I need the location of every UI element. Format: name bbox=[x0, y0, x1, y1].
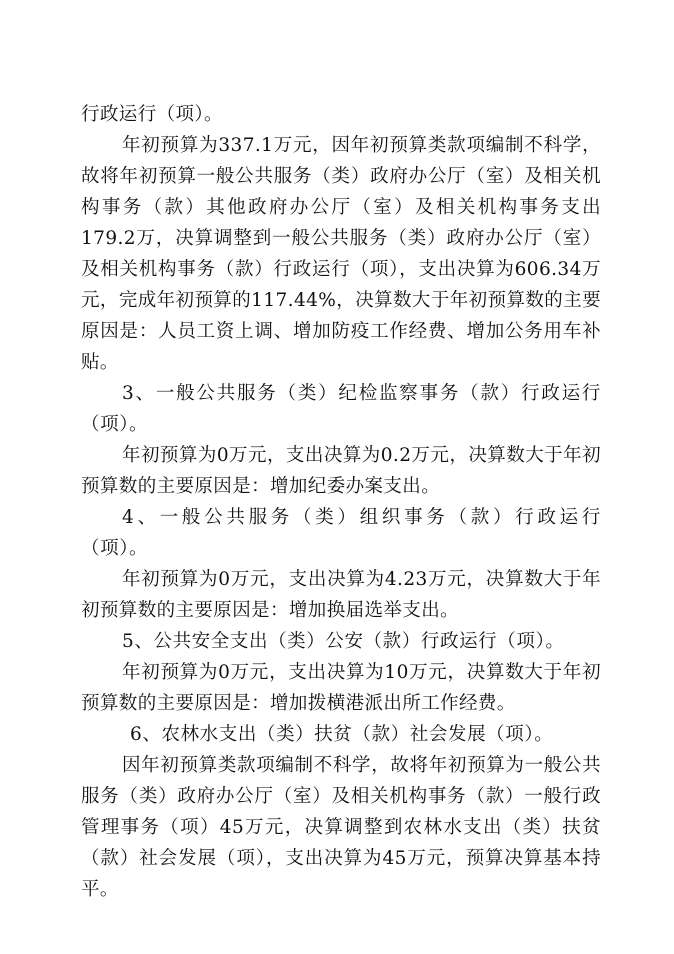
paragraph-item-4-detail: 年初预算为0万元，支出决算为4.23万元，决算数大于年初预算数的主要原因是：增加换届选举支出。 bbox=[81, 569, 601, 621]
paragraph-item-5-detail: 年初预算为0万元，支出决算为10万元，决算数大于年初预算数的主要原因是：增加拨横港派出所工作经费。 bbox=[81, 662, 601, 714]
paragraph-continuation: 行政运行（项）。 bbox=[81, 104, 223, 125]
paragraph-item-6-detail: 因年初预算类款项编制不科学，故将年初预算为一般公共服务（类）政府办公厅（室）及相关机构事务（款）一般行政管理事务（项）45万元，决算调整到农林水支出（类）扶贫（款）社会发展（项），支出决算为45万元，预算决算基本持平。 bbox=[81, 755, 601, 900]
document-body bbox=[81, 99, 601, 905]
heading-item-3: 3、一般公共服务（类）纪检监察事务（款）行政运行（项）。 bbox=[81, 383, 601, 435]
heading-item-5: 5、公共安全支出（类）公安（款）行政运行（项）。 bbox=[122, 631, 565, 652]
paragraph-item-2-detail: 年初预算为337.1万元，因年初预算类款项编制不科学，故将年初预算一般公共服务（类）政府办公厅（室）及相关机构事务（款）其他政府办公厅（室）及相关机构事务支出179.2万，决算调整到一般公共服务（类）政府办公厅（室）及相关机构事务（款）行政运行（项），支出决算为606.34万元，完成年初预算的117.44%，决算数大于年初预算数的主要原因是：人员工资上调、增加防疫工作经费、增加公务用车补贴。 bbox=[81, 135, 601, 373]
heading-item-6: 6、农林水支出（类）扶贫（款）社会发展（项）。 bbox=[130, 724, 554, 745]
paragraph-item-3-detail: 年初预算为0万元，支出决算为0.2万元，决算数大于年初预算数的主要原因是：增加纪委办案支出。 bbox=[81, 445, 601, 497]
heading-item-4: 4、一般公共服务（类）组织事务（款）行政运行（项）。 bbox=[81, 507, 601, 559]
